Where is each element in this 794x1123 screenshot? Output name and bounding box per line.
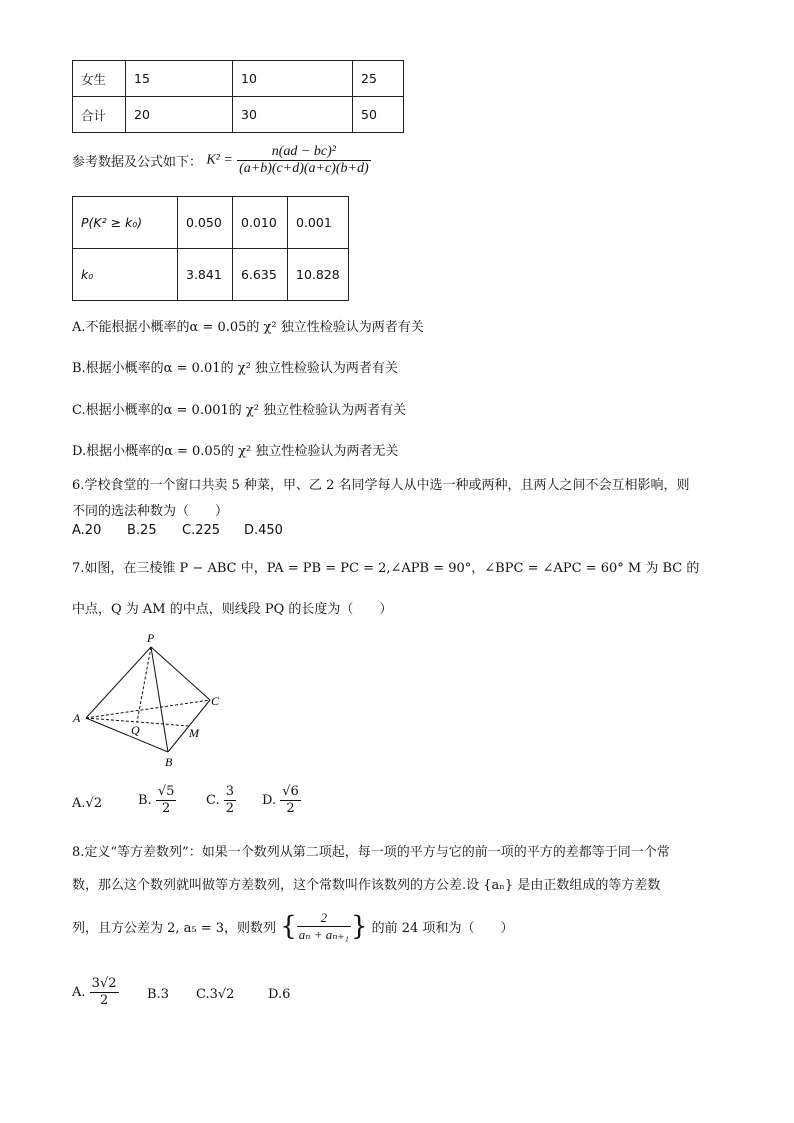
label-c: C: [211, 694, 220, 708]
table-cell: 0.050: [178, 197, 233, 249]
q8-option-b: B.3: [147, 987, 169, 1002]
q5-option-c: C.根据小概率的α = 0.001的 χ² 独立性检验认为两者有关: [72, 403, 407, 418]
edge-pc: [151, 647, 210, 700]
q6-option-c: C.225: [182, 523, 221, 538]
edge-ab: [86, 718, 168, 752]
table-cell: 25: [353, 61, 404, 97]
table-cell: 10.828: [288, 249, 349, 301]
label-b: B: [165, 755, 173, 769]
edge-pa: [86, 647, 151, 718]
critical-value-table: [72, 196, 349, 301]
table-cell: 15: [126, 61, 233, 97]
sequence-fraction: $\frac{2}{\text{aₙ + aₙ₊₁}}$: [298, 910, 349, 942]
table-row-label: P(K² ≥ k₀): [73, 197, 178, 249]
contingency-table: [72, 60, 404, 133]
table-row: [73, 197, 349, 249]
table-cell: 6.635: [233, 249, 288, 301]
edge-pb: [151, 647, 168, 752]
table-cell: 50: [353, 97, 404, 133]
label-m: M: [189, 726, 199, 740]
q7-stem-line1: 7.如图，在三棱锥 P − ABC 中，PA = PB = PC = 2,∠APB = 90°，∠BPC = ∠APC = 60° M 为 BC 的: [72, 561, 700, 576]
formula-denominator: (a+b)(c+d)(a+c)(b+d): [239, 161, 369, 176]
formula-fraction: [237, 144, 371, 177]
formula-lhs: K² =: [206, 152, 233, 168]
q8-stem-line2: 数，那么这个数列就叫做等方差数列，这个常数叫作该数列的方公差.设 {aₙ} 是由正数组成的等方差数: [72, 878, 661, 893]
table-cell: 合计: [73, 97, 126, 133]
label-a: A: [73, 711, 81, 725]
q6-stem-line1: 6.学校食堂的一个窗口共卖 5 种菜，甲、乙 2 名同学每人从中选一种或两种，且两人之间不会互相影响，则: [72, 478, 690, 493]
tetrahedron-figure: [68, 628, 238, 770]
q6-option-d: D.450: [244, 523, 283, 538]
formula-numerator: n(ad − bc)²: [237, 144, 371, 161]
formula-intro: 参考数据及公式如下：: [72, 155, 203, 170]
q8-option-a: A. $\frac{3√2}{2}$: [72, 976, 117, 1008]
q8-option-d: D.6: [268, 987, 291, 1002]
q7-option-c: C. $\frac{3}{2}$: [206, 784, 235, 816]
label-p: P: [147, 631, 155, 645]
q8-options: [72, 976, 332, 1018]
q7-options: [72, 784, 332, 828]
table-cell: 女生: [73, 61, 126, 97]
segment-pq: [137, 647, 151, 722]
edge-ac: [86, 700, 210, 718]
q5-option-a: A.不能根据小概率的α = 0.05的 χ² 独立性检验认为两者有关: [72, 320, 424, 335]
table-row: [73, 249, 349, 301]
table-row: [73, 97, 404, 133]
q6-option-a: A.20: [72, 523, 102, 538]
q8-stem-line1: 8.定义“等方差数列”：如果一个数列从第二项起，每一项的平方与它的前一项的平方的差都等于同一个常: [72, 845, 670, 860]
table-cell: 30: [233, 97, 353, 133]
q7-stem-line2: 中点，Q 为 AM 的中点，则线段 PQ 的长度为（ ）: [72, 602, 393, 617]
q7-option-b: B. $\frac{√5}{2}$: [138, 784, 175, 816]
q6-stem-line2: 不同的选法种数为（ ）: [72, 504, 229, 519]
q6-option-b: B.25: [127, 523, 157, 538]
q7-option-a: A.√2: [72, 796, 103, 811]
formula-line: [72, 144, 371, 177]
table-cell: 0.001: [288, 197, 349, 249]
table-cell: 3.841: [178, 249, 233, 301]
q8-stem-line3: 列，且方公差为 2, a₅ = 3，则数列 { $\frac{2}{\text{aₙ + aₙ₊₁}}$ } 的前 24 项和为（ ）: [72, 910, 514, 942]
table-cell: 20: [126, 97, 233, 133]
q7-option-d: D. $\frac{√6}{2}$: [262, 784, 299, 816]
table-row: [73, 61, 404, 97]
q8-option-c: C.3√2: [196, 987, 235, 1002]
table-cell: 0.010: [233, 197, 288, 249]
q5-option-d: D.根据小概率的α = 0.05的 χ² 独立性检验认为两者无关: [72, 444, 399, 459]
label-q: Q: [131, 723, 140, 737]
table-cell: 10: [233, 61, 353, 97]
q5-option-b: B.根据小概率的α = 0.01的 χ² 独立性检验认为两者有关: [72, 361, 398, 376]
table-row-label: k₀: [73, 249, 178, 301]
